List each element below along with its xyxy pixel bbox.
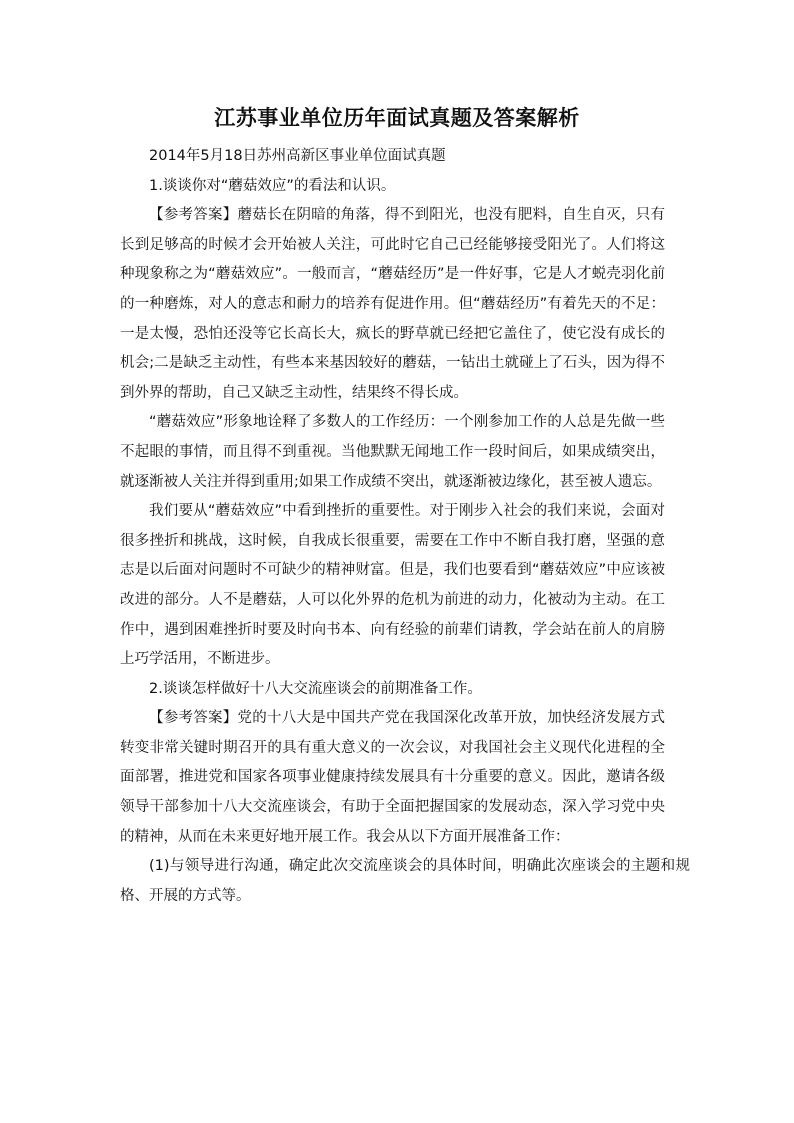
- document-title: 江苏事业单位历年面试真题及答案解析: [214, 105, 580, 130]
- answer-2-paragraph-1: [120, 704, 665, 852]
- question-1: 1.谈谈你对“蘑菇效应”的看法和认识。: [149, 177, 396, 194]
- answer-1-paragraph-1-text: 蘑菇长在阴暗的角落，得不到阳光，也没有肥料，自生自灭，只有长到足够高的时候才会开始被人关注，可此时它自己已经能够接受阳光了。人们将这种现象称之为“蘑菇效应”。一般而言，“蘑菇经历”是一件好事，它是人才蜕壳羽化前的一种磨炼，对人的意志和耐力的培养有促进作用。但“蘑菇经历”有着先天的不足：一是太慢，恐怕还没等它长高长大，疯长的野草就已经把它盖住了，使它没有成长的机会;二是缺乏主动性，有些本来基因较好的蘑菇，一钻出土就碰上了石头，因为得不到外界的帮助，自己又缺乏主动性，结果终不得长成。: [120, 207, 665, 401]
- answer-1-paragraph-1: [120, 201, 665, 408]
- answer-1-paragraph-2: “蘑菇效应”形象地诠释了多数人的工作经历：一个刚参加工作的人总是先做一些不起眼的事情，而且得不到重视。当他默默无闻地工作一段时间后，如果成绩突出，就逐渐被人关注并得到重用;如果工作成绩不突出，就逐渐被边缘化，甚至被人遗忘。: [120, 414, 665, 490]
- answer-label: 【参考答案】: [149, 710, 238, 727]
- answer-1-paragraph-3: 我们要从“蘑菇效应”中看到挫折的重要性。对于刚步入社会的我们来说，会面对很多挫折和挑战，这时候，自我成长很重要，需要在工作中不断自我打磨，坚强的意志是以后面对问题时不可缺少的精神财富。但是，我们也要看到“蘑菇效应”中应该被改进的部分。人不是蘑菇，人可以化外界的危机为前进的动力，化被动为主动。在工作中，遇到困难挫折时要及时向书本、向有经验的前辈们请教，学会站在前人的肩膀上巧学活用，不断进步。: [120, 503, 665, 668]
- answer-2-paragraph-1-text: 党的十八大是中国共产党在我国深化改革开放，加快经济发展方式转变非常关键时期召开的具有重大意义的一次会议，对我国社会主义现代化进程的全面部署，推进党和国家各项事业健康持续发展具有十分重要的意义。因此，邀请各级领导干部参加十八大交流座谈会，有助于全面把握国家的发展动态，深入学习党中央的精神，从而在未来更好地开展工作。我会从以下方面开展准备工作：: [120, 710, 665, 845]
- answer-label: 【参考答案】: [149, 207, 238, 224]
- answer-2-paragraph-2: (1)与领导进行沟通，确定此次交流座谈会的具体时间，明确此次座谈会的主题和规格、开展的方式等。: [120, 858, 690, 904]
- exam-subtitle: 2014年5月18日苏州高新区事业单位面试真题: [149, 148, 446, 164]
- document-body: [120, 142, 690, 911]
- question-2: 2.谈谈怎样做好十八大交流座谈会的前期准备工作。: [149, 680, 482, 697]
